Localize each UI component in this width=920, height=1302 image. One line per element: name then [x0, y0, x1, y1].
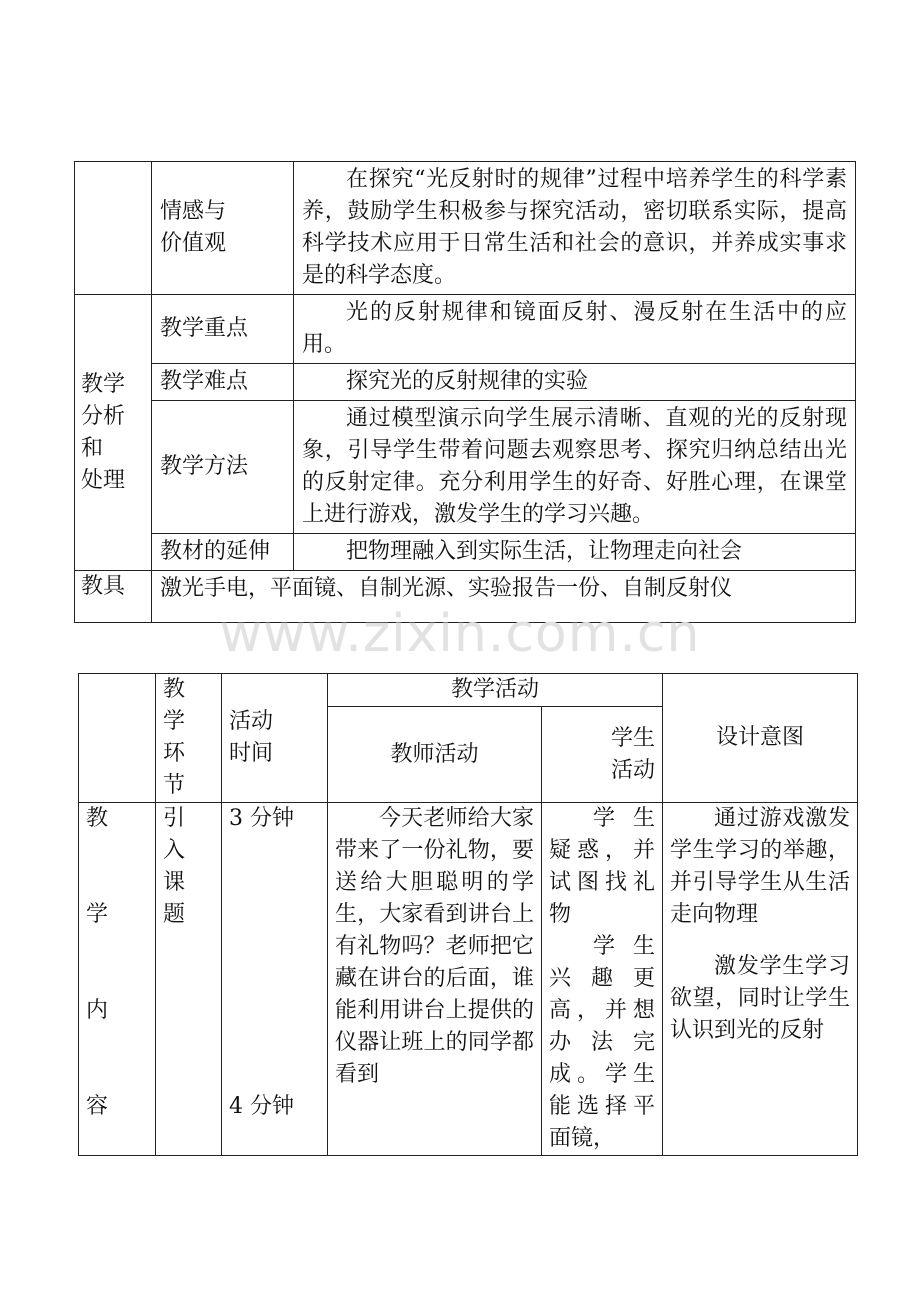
difficulty-label: 教学难点 [152, 364, 294, 401]
teaching-process-table [78, 673, 858, 1156]
stage-label: 引 入 课 题 [156, 803, 222, 1156]
time-header: 活动 时间 [222, 674, 328, 803]
key-point-label: 教学重点 [152, 295, 294, 364]
difficulty-content: 探究光的反射规律的实验 [294, 364, 856, 401]
teaching-analysis-table [74, 161, 856, 623]
stage-header: 教 学 环 节 [156, 674, 222, 803]
analysis-group-label: 教学 分析 和 处理 [75, 295, 152, 571]
design-intent: 通过游戏激发学生学习的举趣，并引导学生从生活走向物理 激发学生学习欲望，同时让学生认识到光的反射 [663, 803, 858, 1156]
time-2: 4 分钟 [229, 1094, 294, 1119]
time-1: 3 分钟 [229, 806, 294, 831]
student-activity-header: 学生 活动 [542, 707, 663, 803]
emotion-values-content: 在探究“光反射时的规律”过程中培养学生的科学素养，鼓励学生积极参与探究活动，密切联系实际，提高科学技术应用于日常生活和社会的意识，并养成实事求是的科学态度。 [294, 162, 856, 295]
method-label: 教学方法 [152, 401, 294, 534]
activity-header: 教学活动 [328, 674, 663, 707]
extension-label: 教材的延伸 [152, 534, 294, 571]
empty-cell [75, 162, 152, 295]
intent-header: 设计意图 [663, 674, 858, 803]
section-label: 教 学 内 容 [79, 803, 156, 1156]
student-activity: 学生疑惑，并试图找礼物 学生兴趣更高，并想办法完成。学生能选择平面镜， [542, 803, 663, 1156]
extension-content: 把物理融入到实际生活，让物理走向社会 [294, 534, 856, 571]
empty-header-cell [79, 674, 156, 803]
teacher-activity: 今天老师给大家带来了一份礼物，要送给大胆聪明的学生，大家看到讲台上有礼物吗？老师把它藏在讲台的后面，谁能利用讲台上提供的仪器让班上的同学都看到 [328, 803, 542, 1156]
key-point-content: 光的反射规律和镜面反射、漫反射在生活中的应用。 [294, 295, 856, 364]
tools-content: 激光手电，平面镜、自制光源、实验报告一份、自制反射仪 [152, 571, 856, 623]
time-cell [222, 803, 328, 1156]
tools-label: 教具 [75, 571, 152, 623]
emotion-values-label: 情感与 价值观 [152, 162, 294, 295]
watermark: www.zixin.com.cn [219, 604, 701, 664]
teacher-activity-header: 教师活动 [328, 707, 542, 803]
method-content: 通过模型演示向学生展示清晰、直观的光的反射现象，引导学生带着问题去观察思考、探究归纳总结出光的反射定律。充分利用学生的好奇、好胜心理，在课堂上进行游戏，激发学生的学习兴趣。 [294, 401, 856, 534]
